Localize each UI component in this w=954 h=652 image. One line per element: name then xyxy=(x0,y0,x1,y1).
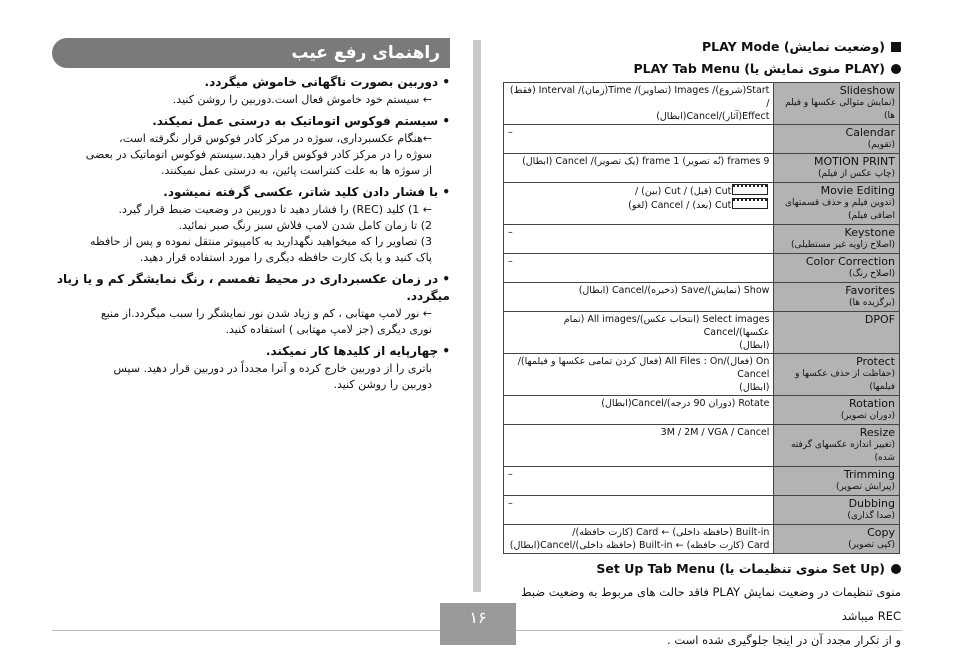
trouble-item xyxy=(52,74,450,107)
option-line: On (فعال)/All Files : On (فعال کردن تمامی عکسها و فیلمها)/ Cancel xyxy=(517,356,770,380)
filmstrip-icon xyxy=(732,184,768,195)
options-cell xyxy=(504,425,774,467)
menu-item-cell xyxy=(774,125,900,154)
menu-item-name: Keystone xyxy=(844,226,895,239)
menu-item-name: Protect xyxy=(856,355,895,368)
menu-item-cell xyxy=(774,425,900,467)
round-bullet-icon xyxy=(891,564,901,574)
option-line: Rotate (دوران 90 درجه)/Cancel(ابطال) xyxy=(601,398,770,409)
table-row xyxy=(504,354,900,396)
menu-item-cell xyxy=(774,467,900,496)
options-cell xyxy=(504,496,774,525)
table-row xyxy=(504,496,900,525)
options-cell xyxy=(504,354,774,396)
menu-item-name-fa: (اصلاح زاویه غیر مستطیلی) xyxy=(791,240,895,250)
option-line: Card (کارت حافظه) ← Built-in (حافظه داخلی)/Cancel(ابطال) xyxy=(509,540,770,551)
menu-item-name: Copy xyxy=(867,526,895,539)
table-row xyxy=(504,525,900,554)
table-row xyxy=(504,467,900,496)
menu-item-cell xyxy=(774,225,900,254)
menu-item-name: Movie Editing xyxy=(820,184,895,197)
filmstrip-icon xyxy=(732,198,768,209)
trouble-text: پاک کنید و یا یک کارت حافظه دیگری را مورد استفاده قرار دهید. xyxy=(139,251,432,264)
option-line: Show (نمایش)/Save (ذخیره)/Cancel (ابطال) xyxy=(578,285,770,296)
trouble-item xyxy=(52,113,450,178)
trouble-text: نوری دیگری (جز لامپ مهتابی ) استفاده کنید. xyxy=(225,323,432,336)
menu-item-name: Resize xyxy=(859,426,895,439)
trouble-text: ←هنگام عکسبرداری، سوژه در مرکز کادر فوکوس قرار نگرفته است، xyxy=(119,132,432,145)
menu-item-name: MOTION PRINT xyxy=(814,155,895,168)
menu-item-name-fa: (اصلاح رنگ) xyxy=(848,269,895,279)
options-cell xyxy=(504,525,774,554)
trouble-title: • در زمان عکسبرداری در محیط تفمسم ، رنگ نمایشگر کم و یا زیاد میگردد. xyxy=(56,272,450,303)
play-menu-column xyxy=(503,38,901,652)
trouble-text: 3) تصاویر را که میخواهید نگهدارید به کامپیوتر منتقل نموده و پس از حافظه xyxy=(90,235,432,248)
table-row xyxy=(504,183,900,225)
menu-item-name-fa: (نمایش متوالی عکسها و فیلم ها) xyxy=(785,98,895,121)
trouble-title: • دوربین بصورت ناگهانی خاموش میگردد. xyxy=(204,75,450,89)
menu-item-name: Trimming xyxy=(843,468,895,481)
setup-tab-title-text: Set Up Tab Menu (منوی تنظیمات یا Set Up) xyxy=(596,561,885,576)
menu-item-cell xyxy=(774,183,900,225)
option-line: Effect(آثار)/Cancel(ابطال) xyxy=(656,111,770,122)
trouble-item xyxy=(52,184,450,265)
option-line: Built-in (حافظه داخلی) ← Card (کارت حافظه)/ xyxy=(572,527,770,538)
options-cell xyxy=(504,396,774,425)
table-row xyxy=(504,283,900,312)
trouble-text: ← 1) کلید (REC) را فشار دهید تا دوربین در وضعیت ضبط قرار گیرد. xyxy=(118,203,432,216)
options-cell xyxy=(504,83,774,125)
trouble-title: • سیستم فوکوس اتوماتیک به درستی عمل نمیکند. xyxy=(152,114,450,128)
option-line: – xyxy=(508,498,513,509)
options-cell xyxy=(504,154,774,183)
play-tab-title xyxy=(503,60,901,78)
trouble-item xyxy=(52,271,450,337)
menu-item-cell xyxy=(774,354,900,396)
option-line: (ابطال) xyxy=(739,382,770,393)
menu-item-name-fa: (تدوین فیلم و حذف قسمتهای اضافی فیلم) xyxy=(784,198,895,221)
option-line: Cut (بعد) / Cancel (لغو) xyxy=(628,200,732,211)
setup-description xyxy=(503,580,901,652)
menu-item-name: DPOF xyxy=(864,313,895,326)
options-cell xyxy=(504,183,774,225)
options-cell xyxy=(504,467,774,496)
menu-item-cell xyxy=(774,154,900,183)
trouble-text: باتری را از دوربین خارج کرده و آنرا مجدداً در دوربین قرار دهید. سپس xyxy=(113,362,432,375)
menu-item-name-fa: (تغییر اندازه عکسهای گرفته شده) xyxy=(790,440,895,463)
option-line: Select images (انتخاب عکس)/All images (تمام عکسها)/Cancel xyxy=(563,314,770,338)
option-line: Start(شروع)/ Images (تصاویر)/ Time(زمان)/ Interval (فقط) / xyxy=(509,85,770,109)
section-header: راهنمای رفع عیب xyxy=(52,38,450,68)
table-row xyxy=(504,83,900,125)
option-line: Cut (قبل) / Cut (بین) / xyxy=(634,186,732,197)
table-row xyxy=(504,225,900,254)
menu-item-name-fa: (تقویم) xyxy=(867,140,895,150)
table-row xyxy=(504,396,900,425)
menu-item-cell xyxy=(774,525,900,554)
menu-item-cell xyxy=(774,83,900,125)
trouble-text: ← سیستم خود خاموش فعال است.دوربین را روشن کنید. xyxy=(172,93,432,106)
menu-item-name: Calendar xyxy=(845,126,895,139)
option-line: 9 frames (نُه تصویر) 1 frame (یک تصویر)/ Cancel (ابطال) xyxy=(522,156,770,167)
setup-line: منوی تنظیمات در وضعیت نمایش PLAY فاقد حالت های مربوط به وضعیت ضبط REC میباشد xyxy=(520,585,901,623)
table-row xyxy=(504,254,900,283)
menu-item-name-fa: (حفاظت از حذف عکسها و فیلمها) xyxy=(795,369,895,392)
play-tab-title-text: PLAY Tab Menu (منوی نمایش یا PLAY) xyxy=(633,61,885,76)
setup-line: و از تکرار مجدد آن در اینجا جلوگیری شده است . xyxy=(667,633,901,647)
menu-item-name-fa: (صدا گذاری) xyxy=(847,511,895,521)
setup-tab-title xyxy=(503,560,901,578)
round-bullet-icon xyxy=(891,64,901,74)
menu-item-cell xyxy=(774,396,900,425)
table-row xyxy=(504,425,900,467)
trouble-text: از سوژه ها به علت کنتراست پائین، به درستی عمل نمیکنند. xyxy=(160,164,432,177)
option-line: – xyxy=(508,127,513,138)
menu-item-name-fa: (دوران تصویر) xyxy=(840,411,895,421)
option-line: (ابطال) xyxy=(739,340,770,351)
trouble-text: ← نور لامپ مهتابی ، کم و زیاد شدن نور نمایشگر را سبب میگردد.از منبع xyxy=(100,307,432,320)
menu-item-cell xyxy=(774,254,900,283)
options-cell xyxy=(504,283,774,312)
trouble-title: • با فشار دادن کلید شاتر، عکسی گرفته نمیشود. xyxy=(163,185,450,199)
trouble-text: دوربین را روشن کنید. xyxy=(333,378,432,391)
menu-item-name-fa: (کپی تصویر) xyxy=(848,540,895,550)
trouble-text: سوژه را در مرکز کادر فوکوس قرار دهید.سیستم فوکوس اتوماتیک در بعضی xyxy=(85,148,432,161)
play-mode-title-text: PLAY Mode (وضعیت نمایش) xyxy=(702,39,885,54)
table-row xyxy=(504,312,900,354)
menu-item-name-fa: (برگزیده ها) xyxy=(848,298,895,308)
option-line: – xyxy=(508,469,513,480)
option-line: – xyxy=(508,227,513,238)
options-cell xyxy=(504,125,774,154)
troubleshooting-column xyxy=(52,38,450,392)
square-bullet-icon xyxy=(891,42,901,52)
options-cell xyxy=(504,254,774,283)
trouble-item xyxy=(52,343,450,392)
menu-item-name-fa: (پیرایش تصویر) xyxy=(836,482,895,492)
menu-item-cell xyxy=(774,312,900,354)
menu-item-cell xyxy=(774,496,900,525)
menu-item-name: Rotation xyxy=(848,397,895,410)
play-menu-table xyxy=(503,82,900,554)
trouble-title: • چهارپایه از کلیدها کار نمیکند. xyxy=(265,344,450,358)
menu-item-name-fa: (چاپ عکس از فیلم) xyxy=(817,169,895,179)
play-mode-title xyxy=(503,38,901,56)
table-row xyxy=(504,154,900,183)
table-row xyxy=(504,125,900,154)
option-line: – xyxy=(508,256,513,267)
menu-item-name: Color Correction xyxy=(805,255,895,268)
menu-item-cell xyxy=(774,283,900,312)
menu-item-name: Favorites xyxy=(845,284,895,297)
options-cell xyxy=(504,312,774,354)
options-cell xyxy=(504,225,774,254)
page-number: ۱۶ xyxy=(440,603,516,645)
column-divider xyxy=(473,40,481,592)
menu-item-name: Slideshow xyxy=(839,84,895,97)
trouble-text: 2) تا زمان کامل شدن لامپ فلاش سبز رنگ صبر نمائید. xyxy=(178,219,432,232)
option-line: 3M / 2M / VGA / Cancel xyxy=(660,427,770,438)
menu-item-name: Dubbing xyxy=(848,497,895,510)
